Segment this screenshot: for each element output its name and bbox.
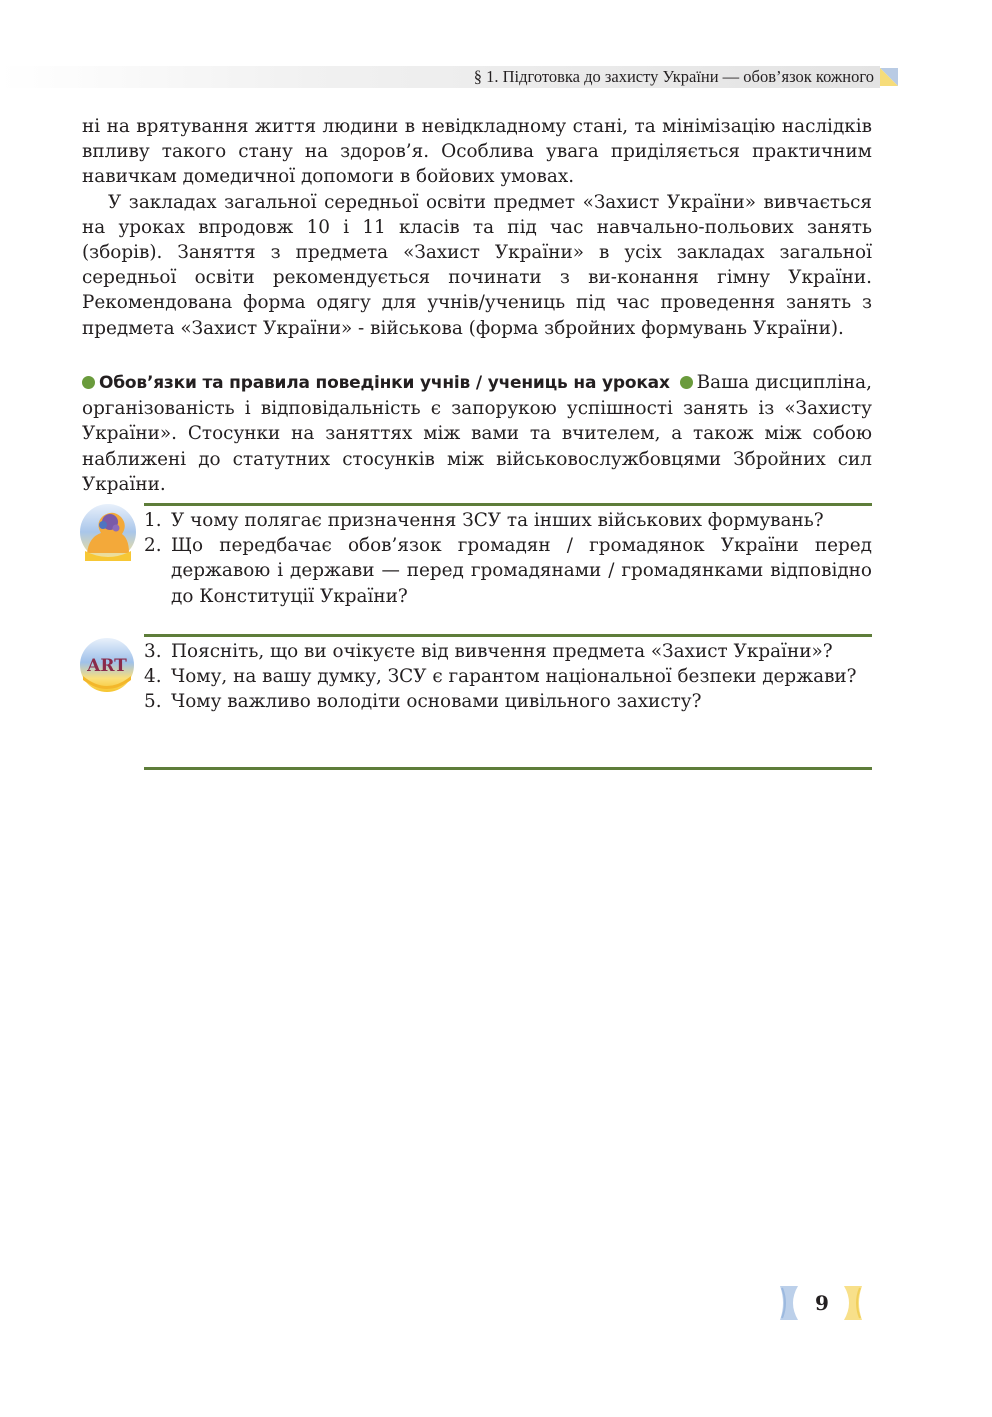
bullet-dot-icon xyxy=(680,376,693,389)
question-item xyxy=(144,533,872,609)
question-text: Чому важливо володіти основами цивільного захисту? xyxy=(171,691,702,713)
duties-text: Ваша дисципліна, організованість і відповідальність є запорукою успішності занять із «Захисту України». Стосунки на заняттях між вами та вчителем, а також між собою наближені до статутних стосунків між військовослужбовцями Збройних сил України. xyxy=(82,372,872,495)
question-text: Що передбачає обов’язок громадян / громадянок України перед державою і держави — перед громадянами / громадянками відповідно до Конституції України? xyxy=(171,535,872,607)
questions-list-1 xyxy=(144,508,872,609)
duties-section xyxy=(82,370,872,497)
question-number: 2. xyxy=(144,535,162,557)
question-item xyxy=(144,664,872,689)
section-rule xyxy=(144,767,872,770)
question-number: 1. xyxy=(144,510,162,531)
question-item xyxy=(144,689,872,714)
question-number: 3. xyxy=(144,641,162,662)
art-icon-label: ART xyxy=(87,656,127,676)
section-rule xyxy=(144,503,872,506)
art-icon xyxy=(79,636,135,694)
question-item xyxy=(144,508,872,533)
head-think-icon xyxy=(79,503,137,561)
paragraph-subject: У закладах загальної середньої освіти предмет «Захист України» вивчається на уроках впродовж 10 і 11 класів та під час навчально-польових занять (зборів). Заняття з предмета «Захист України» в усіх закладах загальної середньої освіти рекомендується починати з ви-конання гімну України. Рекомендована форма одягу для учнів/учениць під час проведення занять з предмета «Захист України» - військова (форма збройних формувань України). xyxy=(82,191,872,339)
section-rule xyxy=(144,634,872,637)
question-number: 4. xyxy=(144,666,162,688)
corner-flag-icon xyxy=(880,68,898,86)
question-text: Поясніть, що ви очікуєте від вивчення предмета «Захист України»? xyxy=(171,641,833,662)
duties-heading: Обов’язки та правила поведінки учнів / учениць на уроках xyxy=(99,373,670,393)
running-title: § 1. Підготовка до захисту України — обов’язок кожного xyxy=(473,67,874,86)
paragraph-continued: ні на врятування життя людини в невідкладному стані, та мінімізацію наслідків впливу такого стану на здоров’я. Особлива увага приділяється практичним навичкам домедичної допомоги в бойових умовах. xyxy=(82,116,872,188)
page-number: 9 xyxy=(815,1291,829,1315)
question-text: У чому полягає призначення ЗСУ та інших військових формувань? xyxy=(171,510,824,531)
main-text xyxy=(82,114,872,341)
question-text: Чому, на вашу думку, ЗСУ є гарантом національної безпеки держави? xyxy=(171,666,857,688)
question-number: 5. xyxy=(144,691,162,713)
question-item xyxy=(144,639,872,664)
bullet-dot-icon xyxy=(82,376,95,389)
questions-list-2 xyxy=(144,639,872,715)
page-number-badge xyxy=(776,1284,866,1322)
